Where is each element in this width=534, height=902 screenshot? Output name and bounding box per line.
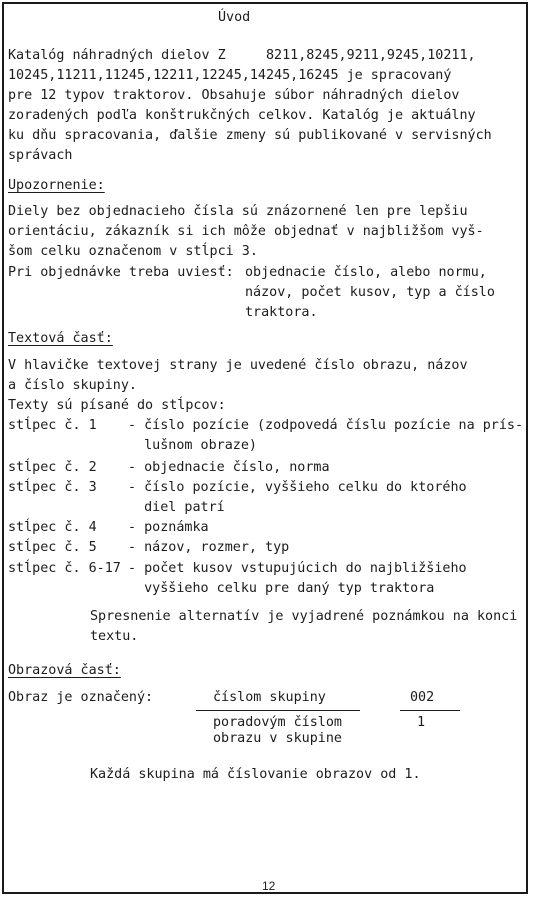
- column-description: - objednacie číslo, norma: [128, 460, 330, 475]
- image-order-value: 1: [417, 715, 426, 730]
- numbering-note: Každá skupina má číslovanie obrazov od 1.: [90, 767, 421, 782]
- column-description: diel patrí: [128, 500, 225, 515]
- column-label: stĺpec č. 5: [8, 540, 97, 555]
- warning-line: orientáciu, zákazník si ich môže objednať v najbližšom vyš-: [8, 224, 484, 239]
- note-line: Spresnenie alternatív je vyjadrené poznámkou na konci: [90, 609, 518, 624]
- intro-line: zoradených podľa konštrukčných celkov. Katalóg je aktuálny: [8, 108, 476, 123]
- image-order-label: obrazu v skupine: [213, 731, 342, 746]
- column-label: stĺpec č. 4: [8, 520, 97, 535]
- group-number-label: číslom skupiny: [213, 690, 326, 705]
- intro-line: správach: [8, 148, 73, 163]
- column-description: - názov, rozmer, typ: [128, 540, 290, 555]
- intro-line: pre 12 typov traktorov. Obsahuje súbor náhradných dielov: [8, 88, 460, 103]
- column-description: lušnom obraze): [128, 438, 257, 453]
- order-requirement-line: objednacie číslo, alebo normu,: [245, 265, 487, 280]
- column-label: stĺpec č. 6-17: [8, 561, 121, 576]
- catalog-page: [2, 2, 528, 894]
- note-line: textu.: [90, 629, 139, 644]
- text-part-line: Texty sú písané do stĺpcov:: [8, 398, 226, 413]
- column-description: - poznámka: [128, 520, 209, 535]
- image-label: Obraz je označený:: [8, 690, 154, 705]
- page-number: 12: [262, 879, 276, 893]
- intro-line: ku dňu spracovania, ďalšie zmeny sú publikované v servisných: [8, 128, 492, 143]
- column-description: - číslo pozície (zodpovedá číslu pozície na prís-: [128, 418, 524, 433]
- page-title: Úvod: [218, 10, 251, 25]
- group-value-divider: [400, 710, 460, 711]
- column-description: - počet kusov vstupujúcich do najbližšieho: [128, 561, 467, 576]
- intro-line: 10245,11211,11245,12211,12245,14245,16245 je spracovaný: [8, 68, 452, 83]
- column-description: vyššieho celku pre daný typ traktora: [128, 581, 435, 596]
- group-divider: [196, 710, 360, 711]
- column-label: stĺpec č. 3: [8, 480, 97, 495]
- order-requirement-line: traktora.: [245, 305, 318, 320]
- image-part-heading: Obrazová časť:: [8, 663, 121, 678]
- column-label: stĺpec č. 2: [8, 460, 97, 475]
- intro-line: Katalóg náhradných dielov Z 8211,8245,9211,9245,10211,: [8, 48, 476, 63]
- order-requirements-label: Pri objednávke treba uviesť:: [8, 265, 234, 280]
- image-order-label: poradovým číslom: [213, 715, 342, 730]
- column-description: - číslo pozície, vyššieho celku do ktorého: [128, 480, 467, 495]
- text-part-line: a číslo skupiny.: [8, 378, 137, 393]
- group-number-value: 002: [410, 690, 435, 705]
- warning-heading: Upozornenie:: [8, 178, 105, 193]
- column-label: stĺpec č. 1: [8, 418, 97, 433]
- text-part-line: V hlavičke textovej strany je uvedené číslo obrazu, názov: [8, 358, 468, 373]
- warning-line: Diely bez objednacieho čísla sú znázornené len pre lepšiu: [8, 204, 468, 219]
- text-part-heading: Textová časť:: [8, 331, 113, 346]
- warning-line: šom celku označenom v stĺpci 3.: [8, 244, 258, 259]
- order-requirement-line: názov, počet kusov, typ a číslo: [245, 285, 495, 300]
